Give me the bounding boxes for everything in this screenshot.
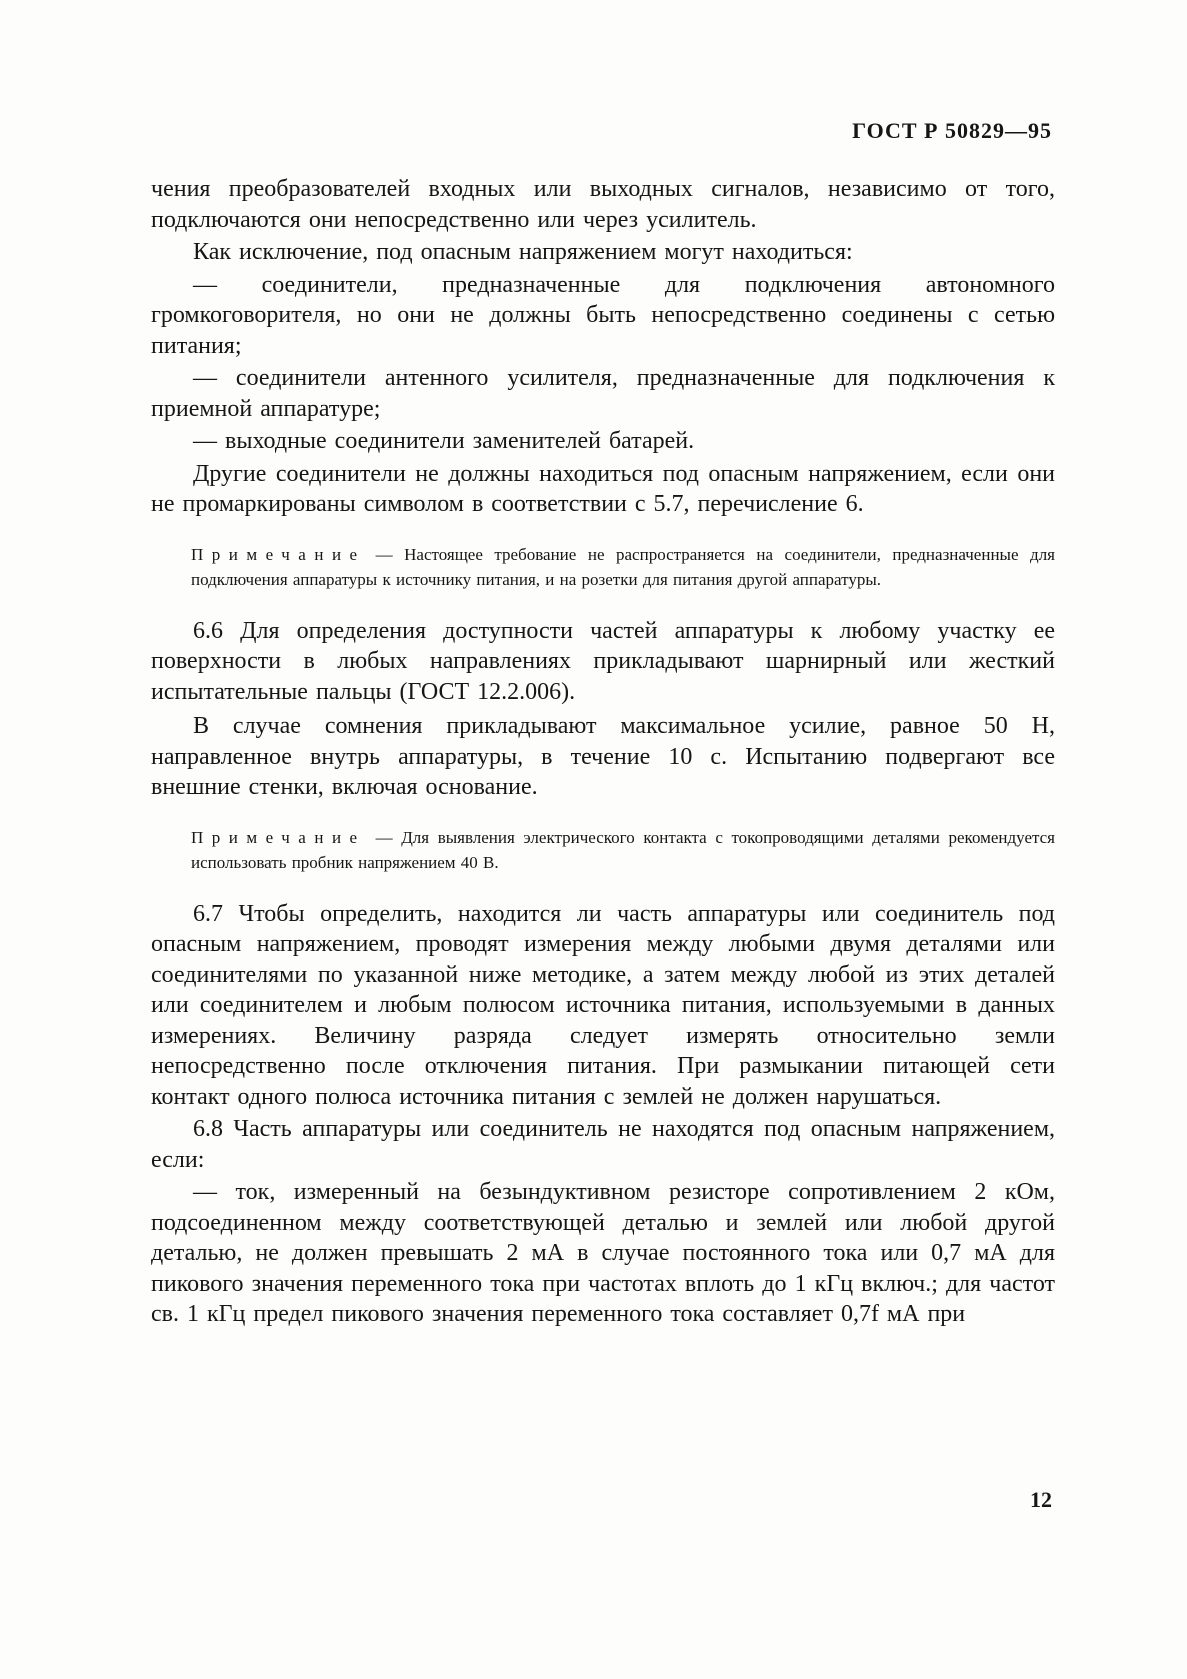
note-label: Примечание <box>191 827 366 847</box>
document-code: ГОСТ Р 50829—95 <box>852 118 1052 143</box>
note-label: Примечание <box>191 544 366 564</box>
paragraph-exception-intro: Как исключение, под опасным напряжением могут находиться: <box>193 239 853 265</box>
note-text: — Для выявления электрического контакта с токопроводящими деталями рекомендуется использовать пробник напряжением 40 В. <box>191 827 1055 872</box>
note-text: — Настоящее требование не распространяется на соединители, предназначенные для подключения аппаратуры к источнику питания, и на розетки для питания другой аппаратуры. <box>191 544 1055 589</box>
clause-6-8: 6.8 Часть аппаратуры или соединитель не находятся под опасным напряжением, если: <box>151 1116 1055 1173</box>
paragraph-other-connectors: Другие соединители не должны находиться под опасным напряжением, если они не промаркированы символом в соответствии с 5.7, перечисление 6. <box>151 460 1055 517</box>
clause-6-7: 6.7 Чтобы определить, находится ли часть аппаратуры или соединитель под опасным напряжением, проводят измерения между любыми двумя деталями или соединителями по указанной ниже методике, а затем между любой из этих деталей или соединителем и любым полюсом источника питания, используемыми в данных измерениях. Величину разряда следует измерять относительно земли непосредственно после отключения питания. При размыкании питающей сети контакт одного полюса источника питания с землей не должен нарушаться. <box>151 900 1055 1110</box>
note-power-sockets <box>151 542 1055 592</box>
list-item-battery-connectors: — выходные соединители заменителей батарей. <box>193 428 695 454</box>
paragraph-continuation: чения преобразователей входных или выходных сигналов, независимо от того, подключаются они непосредственно или через усилитель. <box>151 176 1055 233</box>
page-number: 12 <box>1030 1487 1052 1512</box>
list-item-current-limit: — ток, измеренный на безындуктивном резисторе сопротивлением 2 кОм, подсоединенном между соответствующей деталью и землей или любой другой деталью, не должен превышать 2 мА в случае постоянного тока или 0,7 мА для пикового значения переменного тока при частотах вплоть до 1 кГц включ.; для частот св. 1 кГц предел пикового значения переменного тока составляет 0,7f мА при <box>151 1179 1055 1327</box>
note-probe-voltage <box>151 825 1055 875</box>
clause-6-6: 6.6 Для определения доступности частей аппаратуры к любому участку ее поверхности в любых направлениях прикладывают шарнирный или жесткий испытательные пальцы (ГОСТ 12.2.006). <box>151 617 1055 705</box>
list-item-antenna-connectors: — соединители антенного усилителя, предназначенные для подключения к приемной аппаратуре; <box>151 365 1055 422</box>
list-item-speaker-connectors: — соединители, предназначенные для подключения автономного громкоговорителя, но они не должны быть непосредственно соединены с сетью питания; <box>151 271 1055 359</box>
paragraph-test-force: В случае сомнения прикладывают максимальное усилие, равное 50 Н, направленное внутрь аппаратуры, в течение 10 с. Испытанию подвергают все внешние стенки, включая основание. <box>151 713 1055 800</box>
document-body <box>151 174 1055 1330</box>
